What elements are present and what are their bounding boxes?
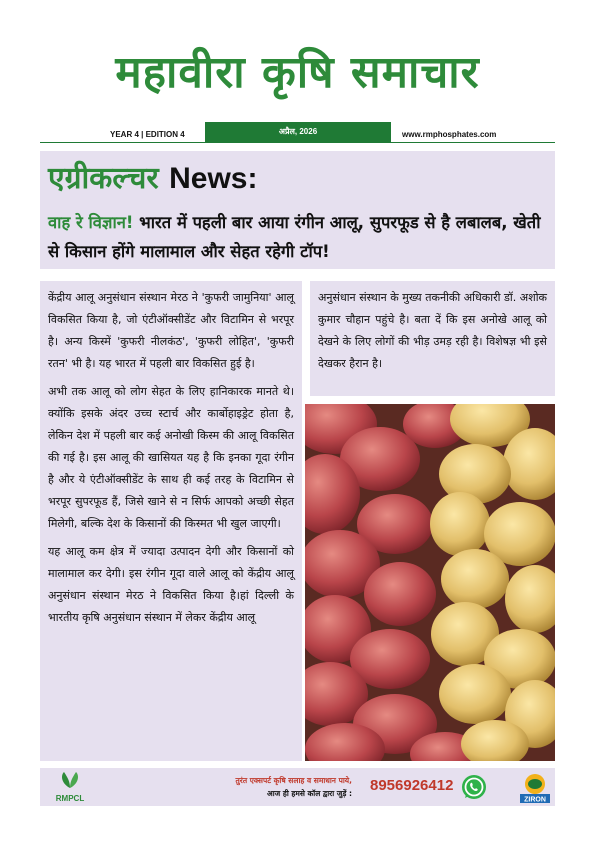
- issue-edition: YEAR 4 | EDITION 4: [110, 130, 185, 139]
- rmpcl-logo-text: RMPCL: [55, 794, 85, 803]
- cta-line-2: आज ही हमसे कॉल द्वारा जुड़ें :: [267, 789, 352, 798]
- section-title: [48, 161, 257, 197]
- headline-subtitle-text: भारत में पहली बार आया रंगीन आलू, सुपरफूड से है लबालब, खेती से किसान होंगे मालामाल और सेहत रहेगी टॉप!: [48, 213, 541, 261]
- ziron-logo: [518, 772, 552, 804]
- headline-subtitle: [48, 208, 548, 266]
- article-left-column: [40, 281, 302, 761]
- whatsapp-icon[interactable]: [460, 773, 488, 801]
- article-paragraph: अभी तक आलू को लोग सेहत के लिए हानिकारक मानते थे। क्योंकि इसके अंदर उच्च स्टार्च और कार्बोहाइड्रेट होता है, लेकिन देश में पहली बार कई अनोखी किस्म की आलू विकसित की गई है। इस आलू की खासियत यह है कि इनका गूदा रंगीन है और ये एंटीऑक्सीडेंट के साथ ही कई तरह के विटामिन से भरपूर सुपरफूड हैं, जिसे खाने से न सिर्फ आपको अच्छी सेहत मिलेगी, बल्कि देश के किसानों की किस्मत भी खुल जाएगी।: [48, 385, 294, 530]
- headline-subtitle-accent: वाह रे विज्ञान!: [48, 213, 134, 232]
- issue-meta-bar: [40, 122, 555, 143]
- rmpcl-logo: [50, 770, 90, 804]
- footer-bar: [40, 768, 555, 806]
- headline-panel: [40, 151, 555, 269]
- article-paragraph: केंद्रीय आलू अनुसंधान संस्थान मेरठ ने 'कुफरी जामुनिया' आलू विकसित किया है, जो एंटीऑक्सीडेंट और विटामिन से भरपूर है। अन्य किस्में 'कुफरी नीलकंठ', 'कुफरी लोहित', 'कुफरी रतन' भी है। यह भारत में पहली बार विकसित हुई है।: [48, 291, 294, 370]
- ziron-logo-text: ZIRON: [524, 796, 546, 804]
- article-paragraph: यह आलू कम क्षेत्र में ज्यादा उत्पादन देगी और किसानों को मालामाल कर देगी। इस रंगीन गूदा वाले आलू को केंद्रीय आलू अनुसंधान संस्थान मेरठ ने विकसित किया है।हां दिल्ली के भारतीय कृषि अनुसंधान संस्थान में लेकर केंद्रीय आलू: [48, 545, 294, 624]
- phone-number[interactable]: 8956926412: [370, 777, 454, 794]
- article-paragraph: अनुसंधान संस्थान के मुख्य तकनीकी अधिकारी डॉ. अशोक कुमार चौहान पहुंचे है। बता दें कि इस अनोखे आलू को देखने के लिए लोगों की भीड़ उमड़ रही है। विशेषज्ञ भी इसे देखकर हैरान है।: [318, 291, 547, 370]
- website-link[interactable]: www.rmphosphates.com: [402, 130, 497, 139]
- article-right-column: [310, 281, 555, 396]
- section-title-english: News:: [169, 162, 258, 195]
- cta-line-1: तुरंत एक्सपर्ट कृषि सलाह व समाधान पाये,: [235, 776, 352, 785]
- potato-photo: [305, 404, 555, 761]
- footer-call-to-action: [152, 774, 352, 800]
- issue-date: अप्रैल, 2026: [205, 122, 391, 142]
- masthead-title: महावीरा कृषि समाचार: [115, 47, 480, 98]
- section-title-hindi: एग्रीकल्चर: [48, 161, 159, 196]
